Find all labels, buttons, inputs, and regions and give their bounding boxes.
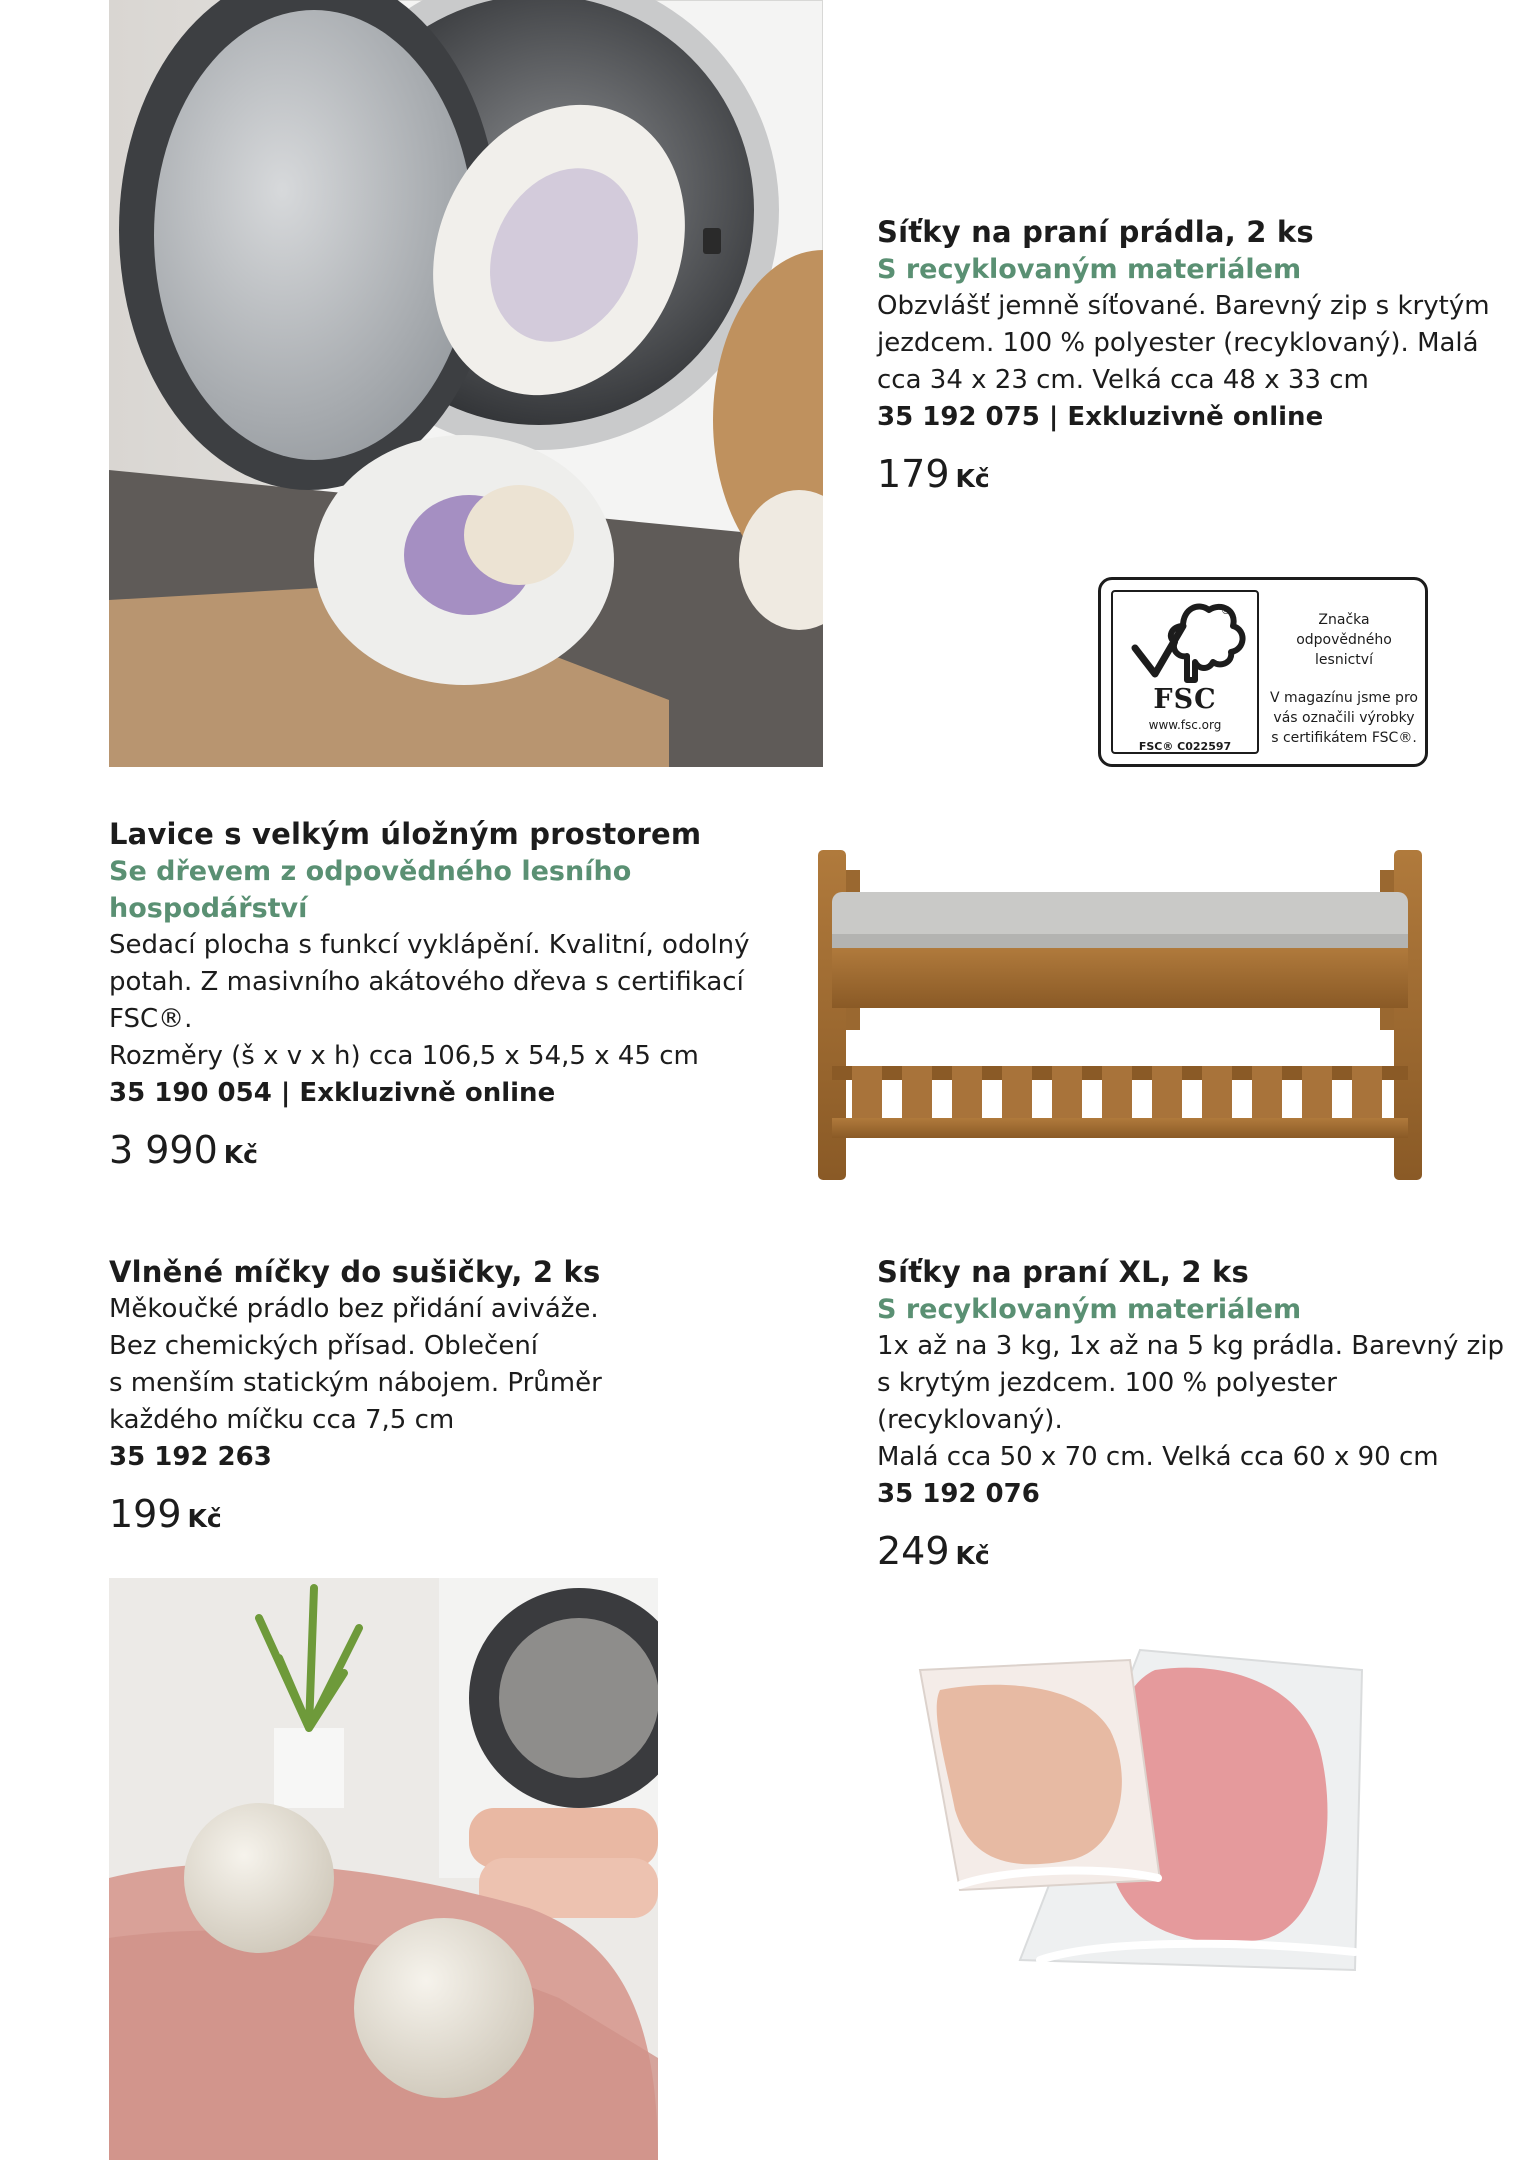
laundry-bags-washing-machine-photo xyxy=(109,0,823,767)
fsc-certification-badge xyxy=(1098,577,1428,767)
wool-dryer-balls-photo xyxy=(109,1578,658,2160)
product-storage-bench xyxy=(109,816,829,1179)
fsc-side-title-line: lesnictví xyxy=(1315,652,1373,668)
product-price xyxy=(109,1490,729,1543)
product-description xyxy=(109,927,829,1075)
registered-mark: ® xyxy=(1221,606,1231,617)
price-currency: Kč xyxy=(223,1140,258,1169)
product-subtitle: S recyklovaným materiálem xyxy=(877,254,1302,285)
product-price xyxy=(877,1527,1517,1580)
description-line: Sedací plocha s funkcí vyklápění. Kvalitní, odolný xyxy=(109,930,750,960)
price-value: 199 xyxy=(109,1492,182,1536)
price-value: 3 990 xyxy=(109,1128,218,1172)
xl-bags-illustration xyxy=(900,1640,1380,1980)
product-description xyxy=(877,288,1497,399)
product-laundry-bags xyxy=(877,214,1497,503)
dryer-balls-illustration xyxy=(109,1578,658,2160)
product-subtitle: S recyklovaným materiálem xyxy=(877,1294,1302,1325)
description-line: s krytým jezdcem. 100 % polyester (recyklovaný). xyxy=(877,1368,1337,1435)
description-line: Bez chemických přísad. Oblečení xyxy=(109,1331,539,1361)
product-price xyxy=(109,1126,829,1179)
product-code: 35 192 263 xyxy=(109,1442,272,1472)
product-laundry-bags-xl xyxy=(877,1254,1517,1580)
product-description xyxy=(109,1291,729,1439)
description-line: Malá cca 50 x 70 cm. Velká cca 60 x 90 cm xyxy=(877,1442,1439,1472)
storage-bench-photo xyxy=(800,830,1440,1190)
price-currency: Kč xyxy=(187,1504,222,1533)
price-value: 249 xyxy=(877,1529,950,1573)
fsc-side-title-line: Značka odpovědného xyxy=(1296,612,1392,648)
description-line: Měkoučké prádlo bez přidání aviváže. xyxy=(109,1294,599,1324)
description-line: jezdcem. 100 % polyester (recyklovaný). Malá xyxy=(877,328,1479,358)
product-title: Síťky na praní prádla, 2 ks xyxy=(877,215,1314,249)
product-code: 35 192 075 | Exkluzivně online xyxy=(877,402,1324,432)
product-title: Lavice s velkým úložným prostorem xyxy=(109,817,702,851)
fsc-side-text-line: V magazínu jsme pro xyxy=(1270,690,1418,706)
description-line: každého míčku cca 7,5 cm xyxy=(109,1405,455,1435)
fsc-license-code: FSC® C022597 xyxy=(1138,740,1232,753)
product-code: 35 190 054 | Exkluzivně online xyxy=(109,1078,556,1108)
fsc-side-text-line: vás označili výrobky xyxy=(1273,710,1415,726)
description-line: potah. Z masivního akátového dřeva s certifikací FSC®. xyxy=(109,967,744,1034)
description-line: 1x až na 3 kg, 1x až na 5 kg prádla. Barevný zip xyxy=(877,1331,1505,1361)
fsc-tree-check-icon xyxy=(1113,596,1257,688)
price-currency: Kč xyxy=(955,1541,990,1570)
product-title: Vlněné míčky do sušičky, 2 ks xyxy=(109,1255,601,1289)
description-line: Obzvlášť jemně síťované. Barevný zip s krytým xyxy=(877,291,1490,321)
product-code: 35 192 076 xyxy=(877,1479,1040,1509)
fsc-url: www.fsc.org xyxy=(1148,718,1222,732)
product-wool-dryer-balls xyxy=(109,1254,729,1543)
bench-illustration xyxy=(800,830,1440,1190)
laundry-bags-illustration xyxy=(109,0,823,767)
product-subtitle: Se dřevem z odpovědného lesního hospodářství xyxy=(109,856,632,924)
fsc-logo-word: FSC xyxy=(1153,684,1217,715)
product-description xyxy=(877,1328,1517,1476)
fsc-explanation xyxy=(1269,610,1419,748)
fsc-side-text-line: s certifikátem FSC®. xyxy=(1271,730,1417,746)
description-line: cca 34 x 23 cm. Velká cca 48 x 33 cm xyxy=(877,365,1369,395)
price-value: 179 xyxy=(877,452,950,496)
fsc-logo xyxy=(1111,590,1259,754)
price-currency: Kč xyxy=(955,464,990,493)
product-title: Síťky na praní XL, 2 ks xyxy=(877,1255,1249,1289)
description-line: Rozměry (š x v x h) cca 106,5 x 54,5 x 45 cm xyxy=(109,1041,699,1071)
product-price xyxy=(877,450,1497,503)
description-line: s menším statickým nábojem. Průměr xyxy=(109,1368,602,1398)
laundry-bags-xl-photo xyxy=(900,1640,1380,1980)
